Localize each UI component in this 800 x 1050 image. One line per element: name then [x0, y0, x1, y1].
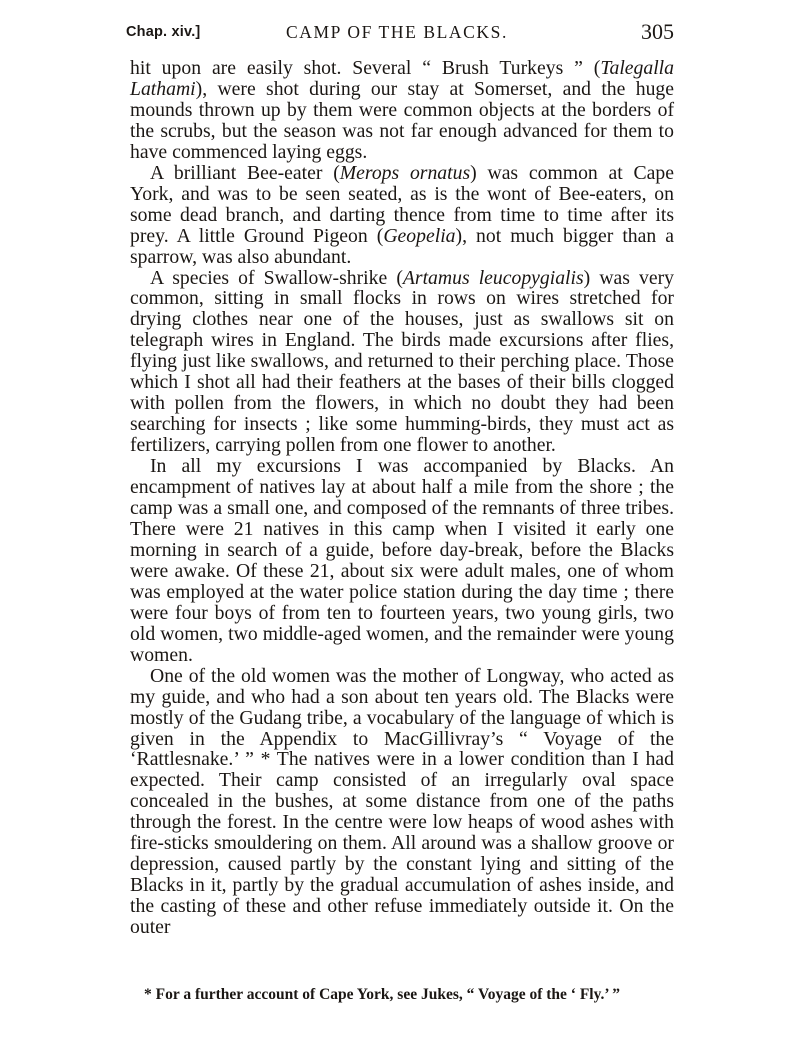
italic-term: Talegalla Lathami: [130, 57, 674, 100]
italic-term: Geopelia: [383, 224, 456, 247]
paragraph: A species of Swallow-shrike (Artamus leucopygialis) was very common, sitting in small flocks in rows on wires stretched for drying clothes near one of the houses, just as swallows sit on telegraph wires in England. The birds made excursions after flies, flying just like swallows, and returned to their perching place. Those which I shot all had their feathers at the bases of their bills clogged with pollen from the flowers, in which no doubt they had been searching for insects ; like some humming-birds, they must act as fertilizers, carrying pollen from one flower to another.: [130, 266, 675, 457]
page-number: 305: [641, 19, 674, 44]
body-text: [130, 58, 674, 938]
italic-term: Merops ornatus: [339, 161, 471, 184]
paragraph: hit upon are easily shot. Several “ Brush Turkeys ” (Talegalla Lathami), were shot during our stay at Somerset, and the huge mounds thrown up by them were common objects at the borders of the scrubs, but the season was not far enough advanced for them to have commenced laying eggs.: [130, 57, 674, 163]
italic-term: Artamus leucopygialis: [402, 266, 584, 289]
paragraph: In all my excursions I was accompanied by Blacks. An encampment of natives lay at about half a mile from the shore ; the camp was a small one, and composed of the remnants of three tribes. There were 21 natives in this camp when I visited it early one morning in search of a guide, before day-break, before the Blacks were awake. Of these 21, about six were adult males, one of whom was employed at the water police station during the day time ; there were four boys of from ten to fourteen years, two young girls, two old women, two middle-aged women, and the remainder were young women.: [130, 455, 674, 666]
chapter-label: Chap. xiv.]: [126, 24, 201, 40]
footnote-text: * For a further account of Cape York, see Jukes, “ Voyage of the ‘ Fly.’ ”: [144, 986, 621, 1003]
paragraph: A brilliant Bee-eater (Merops ornatus) was common at Cape York, and was to be seen seated, as is the wont of Bee-eaters, on some dead branch, and darting thence from time to time after its prey. A little Ground Pigeon (Geopelia), not much bigger than a sparrow, was also abundant.: [130, 161, 674, 268]
paragraph: One of the old women was the mother of Longway, who acted as my guide, and who had a son about ten years old. The Blacks were mostly of the Gudang tribe, a vocabulary of the language of which is given in the Appendix to MacGillivray’s “ Voyage of the ‘Rattlesnake.’ ” * The natives were in a lower condition than I had expected. Their camp consisted of an irregularly oval space concealed in the bushes, at some distance from one of the paths through the forest. In the centre were low heaps of wood ashes with fire-sticks smouldering on them. All around was a shallow groove or depression, caused partly by the constant lying and sitting of the Blacks in it, partly by the gradual accumulation of ashes inside, and the casting of these and other refuse immediately outside it. On the outer: [130, 664, 674, 939]
running-title: CAMP OF THE BLACKS.: [286, 22, 508, 42]
running-header: [126, 12, 674, 44]
footnote: [130, 984, 674, 1005]
